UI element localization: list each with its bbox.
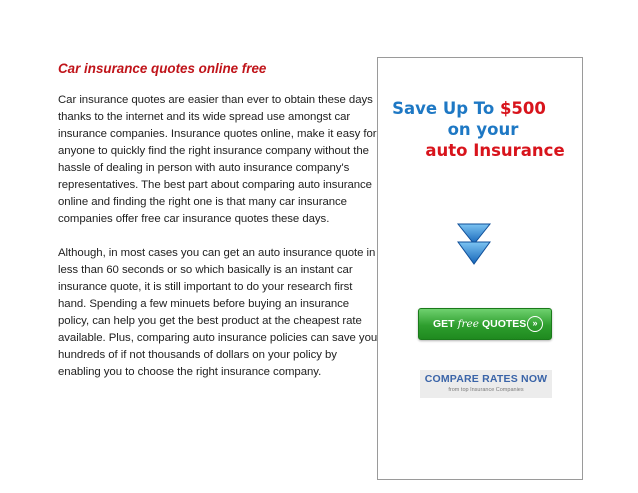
- chevron-right-circle-icon: »: [527, 316, 543, 332]
- article: [58, 60, 378, 381]
- get-quotes-suffix: QUOTES: [481, 318, 527, 330]
- ad-headline-prefix: Save Up To: [392, 99, 500, 118]
- ad-headline: [378, 98, 584, 161]
- compare-rates-link[interactable]: [420, 370, 552, 398]
- ad-headline-line1: [378, 98, 584, 119]
- article-paragraph-2: Although, in most cases you can get an auto insurance quote in less than 60 seconds or so which basically is an instant car insurance quote, it is still important to do your research first hand. Spending a few minuets before buying an insurance policy, can help you get the best product at the cheapest rate available. Plus, comparing auto insurance policies can save you hundreds of if not thousands of dollars on your policy by enabling you to choose the right insurance company.: [58, 247, 378, 378]
- ad-headline-amount: $500: [499, 99, 546, 118]
- get-free-quotes-button[interactable]: [418, 308, 552, 340]
- get-quotes-prefix: GET: [433, 318, 455, 330]
- article-title: Car insurance quotes online free: [58, 61, 267, 76]
- ad-headline-line2: on your: [447, 120, 519, 139]
- compare-rates-title: COMPARE RATES NOW: [424, 373, 548, 385]
- compare-rates-subtitle: from top Insurance Companies: [448, 387, 524, 393]
- ad-headline-line3: auto Insurance: [425, 141, 565, 160]
- double-down-arrow-icon: [456, 220, 492, 268]
- insurance-ad-banner[interactable]: [377, 57, 583, 480]
- get-quotes-free: free: [457, 318, 479, 330]
- article-paragraph-1: Car insurance quotes are easier than ever to obtain these days thanks to the internet and its wide spread use amongst car insurance companies. Insurance quotes online, make it easy for anyone to quickly find the right insurance company without the hassle of dealing in person with auto insurance company's representatives. The best part about comparing auto insurance online and finding the right one is that many car insurance companies offer free car insurance quotes these days.: [58, 94, 377, 225]
